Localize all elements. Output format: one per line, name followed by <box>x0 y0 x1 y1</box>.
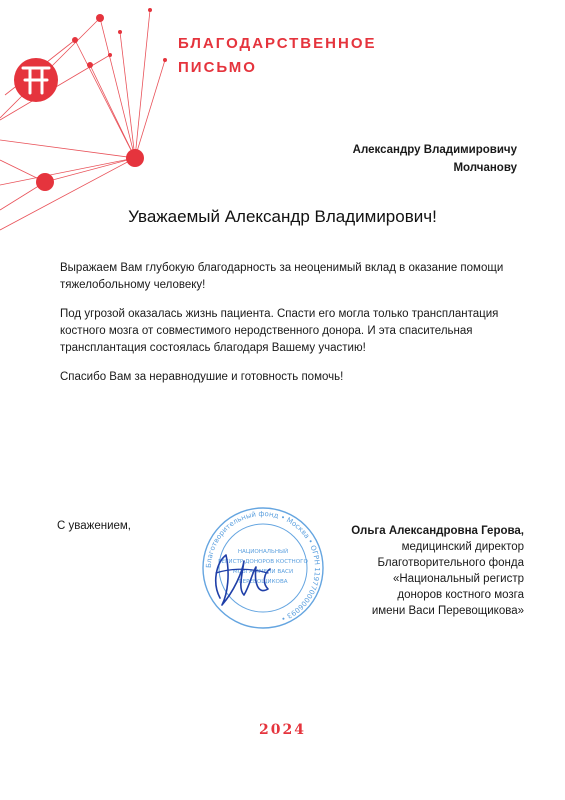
network-dot <box>148 8 152 12</box>
network-dot <box>72 37 78 43</box>
signer-block <box>351 523 524 619</box>
stamp-center-line-2: РЕГИСТР ДОНОРОВ КОСТНОГО <box>218 559 308 565</box>
network-dot <box>96 14 104 22</box>
decorative-network <box>0 0 190 240</box>
signer-name: Ольга Александровна Герова, <box>351 525 524 537</box>
stamp-center-line-1: НАЦИОНАЛЬНЫЙ <box>237 549 289 555</box>
signer-org-line-1: Благотворительного фонда <box>377 557 524 569</box>
letter-year: 2024 <box>259 722 306 738</box>
title-line-1: БЛАГОДАРСТВЕННОЕ <box>178 35 377 52</box>
letter-body <box>60 260 505 398</box>
addressee-line-2: Молчанову <box>453 162 517 174</box>
stamp-center-line-3: МОЗГА ИМЕНИ ВАСИ <box>232 569 294 575</box>
network-dot-large <box>126 149 144 167</box>
signer-org-line-4: имени Васи Перевощикова» <box>371 605 524 617</box>
network-dot <box>87 62 93 68</box>
body-paragraph-3: Спасибо Вам за неравнодушие и готовность помочь! <box>60 371 344 383</box>
addressee <box>353 141 517 177</box>
signer-org-line-2: «Национальный регистр <box>392 573 524 585</box>
stamp-ring-text: Благотворительный фонд • Москва • ОГРН 1197700006093 • <box>204 509 322 623</box>
network-dot <box>108 53 112 57</box>
addressee-line-1: Александру Владимировичу <box>352 144 517 156</box>
closing: С уважением, <box>57 520 131 532</box>
title-line-2: ПИСЬМО <box>178 59 257 76</box>
letter-title <box>178 32 377 80</box>
body-paragraph-1: Выражаем Вам глубокую благодарность за неоценимый вклад в оказание помощи тяжелобольному человеку! <box>60 262 504 291</box>
network-dot-large <box>36 173 54 191</box>
network-dot <box>118 30 122 34</box>
organization-stamp <box>198 503 328 633</box>
pi-logo-icon <box>14 58 58 102</box>
greeting: Уважаемый Александр Владимирович! <box>128 207 437 226</box>
signer-title: медицинский директор <box>401 541 524 553</box>
body-paragraph-2: Под угрозой оказалась жизнь пациента. Спасти его могла только трансплантация костного мозга от совместимого неродственного донора. И эта спасительная трансплантация состоялась благодаря Вашему участию! <box>60 308 499 354</box>
stamp-center-line-4: ПЕРЕВОЩИКОВА <box>238 579 288 585</box>
signer-org-line-3: доноров костного мозга <box>397 589 524 601</box>
network-dot <box>163 58 167 62</box>
